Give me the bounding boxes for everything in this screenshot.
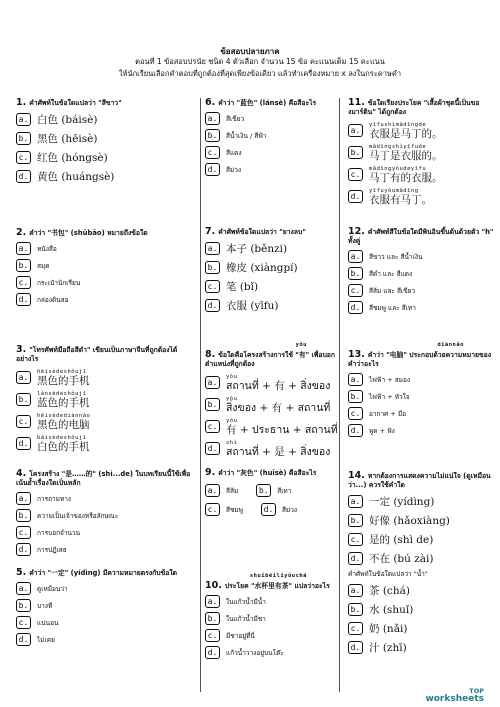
option-label[interactable]: b.	[16, 509, 31, 522]
question-number: 12.	[348, 226, 365, 237]
option-label[interactable]: b.	[348, 514, 363, 527]
option-d[interactable]	[348, 551, 494, 566]
question-header	[348, 227, 494, 246]
option-text: สีม่วง	[281, 505, 298, 514]
option-pinyin: mǎdīngyǒudeyīfu	[369, 166, 427, 172]
option-label[interactable]: d.	[205, 163, 220, 176]
option-label[interactable]: c.	[348, 407, 363, 420]
option-label[interactable]: a.	[205, 376, 220, 389]
option-c[interactable]	[205, 503, 243, 516]
option-label[interactable]: c.	[205, 503, 220, 516]
option-d[interactable]	[348, 424, 494, 437]
option-label[interactable]: a.	[16, 582, 31, 595]
option-label[interactable]: b.	[205, 612, 220, 625]
question-1	[16, 98, 194, 184]
question-header	[348, 471, 494, 490]
page-title: ข้อสอบปลายภาค	[220, 47, 280, 56]
option-c[interactable]	[348, 621, 494, 636]
option-text: 蓝色的手机	[37, 397, 90, 409]
option-label[interactable]: b.	[205, 129, 220, 142]
option-text: กล่องดินสอ	[37, 295, 69, 304]
question-number: 6.	[205, 97, 216, 108]
option-label[interactable]: b.	[16, 259, 31, 272]
option-text: สีน้ำเงิน / สีฟ้า	[226, 131, 267, 140]
option-text: การถามทาง	[37, 494, 72, 503]
option-pinyin: mǎdīngshìyīfude	[369, 144, 427, 150]
option-b[interactable]	[205, 260, 337, 275]
logo: TOP worksheets	[425, 687, 484, 704]
question-header	[205, 341, 337, 369]
option-label[interactable]: d.	[205, 299, 220, 312]
option-label[interactable]: a.	[348, 584, 363, 597]
option-label[interactable]: d.	[16, 633, 31, 646]
question-text: ประโยค "水杯里有茶" แปลว่าอะไร	[224, 582, 330, 590]
option-c[interactable]	[348, 532, 494, 547]
question-text: คำว่า "一定" (yídìng) มีความหมายตรงกับข้อใด	[29, 569, 178, 577]
option-text: การปฏิเสธ	[37, 545, 67, 554]
option-label[interactable]: a.	[205, 595, 220, 608]
option-c[interactable]	[16, 412, 194, 430]
option-text: สีม่วง	[226, 165, 242, 174]
option-label[interactable]: c.	[205, 420, 220, 433]
option-d[interactable]	[205, 163, 337, 176]
option-text: สีดำ และ สีแดง	[369, 269, 413, 278]
option-b[interactable]	[16, 599, 194, 612]
option-b[interactable]	[16, 509, 194, 522]
option-c[interactable]	[205, 417, 337, 435]
option-b[interactable]	[348, 602, 494, 617]
option-b[interactable]	[205, 395, 337, 413]
option-d[interactable]	[205, 439, 337, 457]
question-header	[16, 228, 194, 238]
option-text: 黄色 (huángsè)	[37, 171, 115, 183]
option-label[interactable]: c.	[348, 284, 363, 297]
question-text: หากต้องการแสดงความไม่แน่ใจ (ดูเหมือนว่า...) ควรใช้คำใด	[348, 472, 491, 489]
option-label[interactable]: a.	[348, 495, 363, 508]
option-label[interactable]: a.	[348, 373, 363, 386]
option-text: สีชมพู	[226, 505, 243, 514]
option-label[interactable]: c.	[348, 622, 363, 635]
option-b[interactable]	[256, 484, 291, 497]
column-middle	[200, 98, 340, 692]
option-text: การบอกจำนวน	[37, 528, 81, 537]
question-text: คำศัพท์ข้อใดแปลว่า "ยางลบ"	[218, 228, 306, 236]
option-text: บางที	[37, 601, 53, 610]
option-d[interactable]	[348, 640, 494, 655]
option-label[interactable]: d.	[348, 641, 363, 654]
option-text: 黑色 (hēisè)	[37, 133, 98, 145]
option-label[interactable]: d.	[16, 170, 31, 183]
option-a[interactable]	[205, 484, 238, 497]
option-d[interactable]	[16, 434, 194, 452]
question-number: 1.	[16, 97, 27, 108]
option-text: 是的 (shì de)	[369, 534, 434, 546]
option-text: 一定 (yídìng)	[369, 496, 435, 508]
option-d[interactable]	[16, 633, 194, 646]
question-number: 11.	[348, 97, 365, 108]
option-c[interactable]	[16, 526, 194, 539]
option-text: 黑色的电脑	[37, 419, 90, 431]
option-d[interactable]	[261, 503, 297, 516]
option-label[interactable]: b.	[205, 398, 220, 411]
question-13	[348, 341, 494, 437]
option-d[interactable]	[205, 298, 337, 313]
question-number: 8.	[205, 349, 216, 360]
option-label[interactable]: d.	[16, 543, 31, 556]
option-a[interactable]	[205, 373, 337, 391]
option-c[interactable]	[16, 616, 194, 629]
option-a[interactable]	[348, 121, 494, 139]
option-a[interactable]	[348, 250, 494, 263]
question-text: คำว่า "书包" (shūbāo) หมายถึงข้อใด	[29, 229, 148, 237]
question-text: "โทรศัพท์มือถือสีดำ" เขียนเป็นภาษาจีนที่ถูกต้องได้อย่างไร	[16, 346, 178, 363]
question-text: คำว่า "灰色" (huīsè) คือสีอะไร	[218, 469, 317, 477]
question-12	[348, 227, 494, 314]
option-text: ในแก้วน้ำมีน้ำ	[226, 597, 266, 606]
option-a[interactable]	[16, 242, 194, 255]
option-text: สีขาว และ สีน้ำเงิน	[369, 252, 423, 261]
option-label[interactable]: c.	[205, 146, 220, 159]
option-label[interactable]: a.	[205, 484, 220, 497]
question-7	[205, 227, 337, 313]
option-text: อากาศ + มือ	[369, 409, 407, 418]
question-pinyin: shuǐbēilǐyǒuchá	[249, 573, 307, 579]
question-number: 10.	[205, 580, 222, 591]
option-label[interactable]: c.	[348, 168, 363, 181]
question-14	[348, 471, 494, 655]
option-pinyin: báisèdeshǒujī	[37, 435, 87, 441]
option-pinyin: lánsèdeshǒujī	[37, 391, 87, 397]
option-text: ไฟฟ้า + หัวใจ	[369, 392, 410, 401]
option-label[interactable]: b.	[256, 484, 271, 497]
option-d[interactable]	[16, 543, 194, 556]
option-label[interactable]: a.	[16, 113, 31, 126]
option-a[interactable]	[348, 494, 494, 509]
option-label[interactable]: c.	[16, 276, 31, 289]
option-c[interactable]	[16, 150, 194, 165]
question-number: 3.	[16, 344, 27, 355]
option-label[interactable]: a.	[348, 250, 363, 263]
option-text: แก้วน้ำวางอยู่บนโต๊ะ	[226, 648, 284, 657]
option-text: 红色 (hóngsè)	[37, 152, 108, 164]
option-text: 马丁是衣服的。	[369, 150, 443, 162]
option-text: 笔 (bǐ)	[226, 281, 259, 293]
question-pinyin: yǒu	[295, 342, 307, 348]
option-c[interactable]	[16, 276, 194, 289]
option-pinyin: yīfushìmǎdīngde	[369, 122, 427, 128]
question-number: 13.	[348, 349, 365, 360]
option-label[interactable]: a.	[348, 124, 363, 137]
question-6	[205, 98, 337, 176]
question-4	[16, 469, 194, 556]
option-label[interactable]: d.	[205, 442, 220, 455]
option-label[interactable]: b.	[348, 390, 363, 403]
option-label[interactable]: c.	[205, 280, 220, 293]
option-text: สีชมพู และ สีเทา	[369, 303, 416, 312]
option-a[interactable]	[16, 582, 194, 595]
option-b[interactable]	[16, 259, 194, 272]
option-pinyin: yǒu	[226, 418, 238, 424]
option-a[interactable]	[205, 112, 337, 125]
option-text: 不在 (bú zài)	[369, 553, 434, 565]
option-c[interactable]	[205, 279, 337, 294]
option-d[interactable]	[348, 187, 494, 205]
option-label[interactable]: b.	[348, 146, 363, 159]
question-number: 5.	[16, 567, 27, 578]
option-text: ไฟฟ้า + สมอง	[369, 375, 411, 384]
option-pinyin: yǒu	[226, 374, 238, 380]
option-label[interactable]: d.	[348, 552, 363, 565]
option-a[interactable]	[348, 583, 494, 598]
option-a[interactable]	[205, 595, 337, 608]
option-label[interactable]: a.	[16, 492, 31, 505]
instruction-line-2: ให้นักเรียนเลือกคำตอบที่ถูกต้องที่สุดเพียงข้อเดียว แล้วทำเครื่องหมาย x ลงในกระดาษคำ	[118, 69, 402, 78]
option-label[interactable]: c.	[348, 533, 363, 546]
option-text: 马丁有的衣服。	[369, 172, 443, 184]
option-text: สิ่งของ + 有 + สถานที่	[226, 402, 331, 414]
column-right	[344, 98, 496, 692]
option-text: กระเป๋านักเรียน	[37, 278, 81, 287]
option-label[interactable]: a.	[205, 112, 220, 125]
option-text: สมุด	[37, 261, 50, 270]
option-text: แน่นอน	[37, 618, 59, 627]
option-a[interactable]	[348, 373, 494, 386]
question-header	[16, 568, 194, 578]
option-pinyin: hēisèdeshǒujī	[37, 369, 87, 375]
question-10	[205, 572, 337, 659]
option-text: สีแดง	[226, 148, 242, 157]
question-header	[205, 468, 337, 478]
option-text: สีส้ม	[226, 486, 239, 495]
option-b[interactable]	[16, 390, 194, 408]
option-text: 茶 (chá)	[369, 585, 410, 597]
option-text: สีเทา	[277, 486, 292, 495]
question-header	[348, 98, 494, 117]
option-text: 白色 (báisè)	[37, 114, 98, 126]
option-text: 白色的手机	[37, 441, 90, 453]
option-text: ความเป็นเจ้าของหรือลักษณะ	[37, 511, 119, 520]
option-label[interactable]: c.	[16, 151, 31, 164]
option-text: 本子 (běnzi)	[226, 243, 288, 255]
question-8	[205, 341, 337, 457]
option-b[interactable]	[348, 143, 494, 161]
option-label[interactable]: b.	[16, 132, 31, 145]
question-2	[16, 228, 194, 306]
option-text: 水 (shuǐ)	[369, 604, 414, 616]
option-label[interactable]: b.	[205, 261, 220, 274]
question-header	[205, 98, 337, 108]
question-header	[16, 98, 194, 108]
instruction-line-1: ตอนที่ 1 ข้อสอบปรนัย ชนิด 4 ตัวเลือก จำนวน 15 ข้อ คะแนนเต็ม 15 คะแนน	[135, 57, 385, 66]
question-5	[16, 568, 194, 646]
option-label[interactable]: c.	[205, 629, 220, 642]
question-number: 4.	[16, 468, 27, 479]
option-c[interactable]	[205, 146, 337, 159]
option-pinyin: shì	[226, 440, 238, 446]
question-text: คำว่า "蓝色" (lánsè) คือสีอะไร	[218, 99, 317, 107]
option-label[interactable]: a.	[16, 242, 31, 255]
option-d[interactable]	[205, 646, 337, 659]
option-text: ไม่เคย	[37, 635, 55, 644]
question-3	[16, 345, 194, 452]
option-text: สีส้ม และ สีเขียว	[369, 286, 416, 295]
option-label[interactable]: c.	[16, 526, 31, 539]
option-label[interactable]: d.	[16, 293, 31, 306]
option-d[interactable]	[16, 169, 194, 184]
question-text: ข้อใดเรียงประโยค "เสื้อผ้าชุดนี้เป็นของมาร์ติน" ได้ถูกต้อง	[348, 99, 480, 116]
option-text: 衣服是马丁的。	[369, 128, 443, 140]
option-label[interactable]: b.	[16, 393, 31, 406]
option-c[interactable]	[205, 629, 337, 642]
question-text: คำว่า "电脑" ประกอบด้วยความหมายของคำว่าอะไร	[348, 351, 492, 368]
option-text: 有 + ประธาน + สถานที่	[226, 424, 338, 436]
question-header	[16, 469, 194, 488]
option-b[interactable]	[205, 129, 337, 142]
option-text: 橡皮 (xiàngpí)	[226, 262, 298, 274]
option-text: 汁 (zhī)	[369, 642, 407, 654]
option-c[interactable]	[348, 284, 494, 297]
option-a[interactable]	[205, 241, 337, 256]
option-c[interactable]	[348, 165, 494, 183]
option-text: พูด + ฟัง	[369, 426, 395, 435]
option-label[interactable]: a.	[16, 371, 31, 384]
option-text: สถานที่ + 是 + สิ่งของ	[226, 446, 331, 458]
option-label[interactable]: a.	[205, 242, 220, 255]
option-text: 奶 (nǎi)	[369, 623, 408, 635]
option-label[interactable]: d.	[348, 301, 363, 314]
option-text: หนังสือ	[37, 244, 57, 253]
option-b[interactable]	[348, 267, 494, 280]
question-number: 14.	[348, 470, 365, 481]
option-text: ดูเหมือนว่า	[37, 584, 68, 593]
option-label[interactable]: d.	[261, 503, 276, 516]
question-text: คำศัพท์สีในข้อใดมีพินอินขึ้นต้นด้วยตัว "h" ทั้งคู่	[348, 228, 494, 245]
question-number: 7.	[205, 226, 216, 237]
question-text: โครงสร้าง "是……的" (shì...de) ในบทเรียนนี้ใช้เพื่อเน้นย้ำเรื่องใดเป็นหลัก	[16, 470, 191, 487]
option-a[interactable]	[16, 368, 194, 386]
option-text: สถานที่ + 有 + สิ่งของ	[226, 380, 331, 392]
question-number: 9.	[205, 467, 216, 478]
option-label[interactable]: b.	[16, 599, 31, 612]
option-text: ในแก้วน้ำมีชา	[226, 614, 266, 623]
option-b[interactable]	[16, 131, 194, 146]
question-header	[348, 341, 494, 369]
option-label[interactable]: d.	[205, 646, 220, 659]
question-15-text: คำศัพท์ในข้อใดแปลว่า "น้ำ"	[348, 570, 428, 578]
question-pinyin: diànnǎo	[437, 342, 464, 348]
option-label[interactable]: b.	[348, 267, 363, 280]
question-header	[205, 227, 337, 237]
option-text: 衣服有马丁。	[369, 194, 432, 206]
option-text: 好像 (hǎoxiàng)	[369, 515, 450, 527]
option-b[interactable]	[348, 390, 494, 403]
option-label[interactable]: c.	[16, 616, 31, 629]
option-a[interactable]	[16, 492, 194, 505]
question-text: ข้อใดคือโครงสร้างการใช้ "有" เพื่อบอกตำแหน่งที่ถูกต้อง	[205, 351, 335, 368]
option-pinyin: yǒu	[226, 396, 238, 402]
option-b[interactable]	[205, 612, 337, 625]
option-text: 黑色的手机	[37, 375, 90, 387]
option-c[interactable]	[348, 407, 494, 420]
option-text: 衣服 (yīfu)	[226, 300, 279, 312]
option-label[interactable]: d.	[348, 190, 363, 203]
question-header	[205, 572, 337, 591]
option-a[interactable]	[16, 112, 194, 127]
option-label[interactable]: c.	[16, 415, 31, 428]
column-left	[12, 98, 196, 692]
option-label[interactable]: d.	[348, 424, 363, 437]
option-d[interactable]	[16, 293, 194, 306]
question-number: 2.	[16, 227, 27, 238]
question-header	[16, 345, 194, 364]
question-9	[205, 468, 337, 516]
question-text: คำศัพท์ในข้อใดแปลว่า "สีขาว"	[29, 99, 122, 107]
option-pinyin: yīfuyǒumǎdīng	[369, 188, 419, 194]
option-label[interactable]: b.	[348, 603, 363, 616]
option-d[interactable]	[348, 301, 494, 314]
option-pinyin: hēisèdediànnǎo	[37, 413, 91, 419]
option-text: มีชาอยู่ที่นี่	[226, 631, 255, 640]
option-b[interactable]	[348, 513, 494, 528]
option-label[interactable]: d.	[16, 437, 31, 450]
question-11	[348, 98, 494, 205]
option-text: สีเขียว	[226, 114, 245, 123]
